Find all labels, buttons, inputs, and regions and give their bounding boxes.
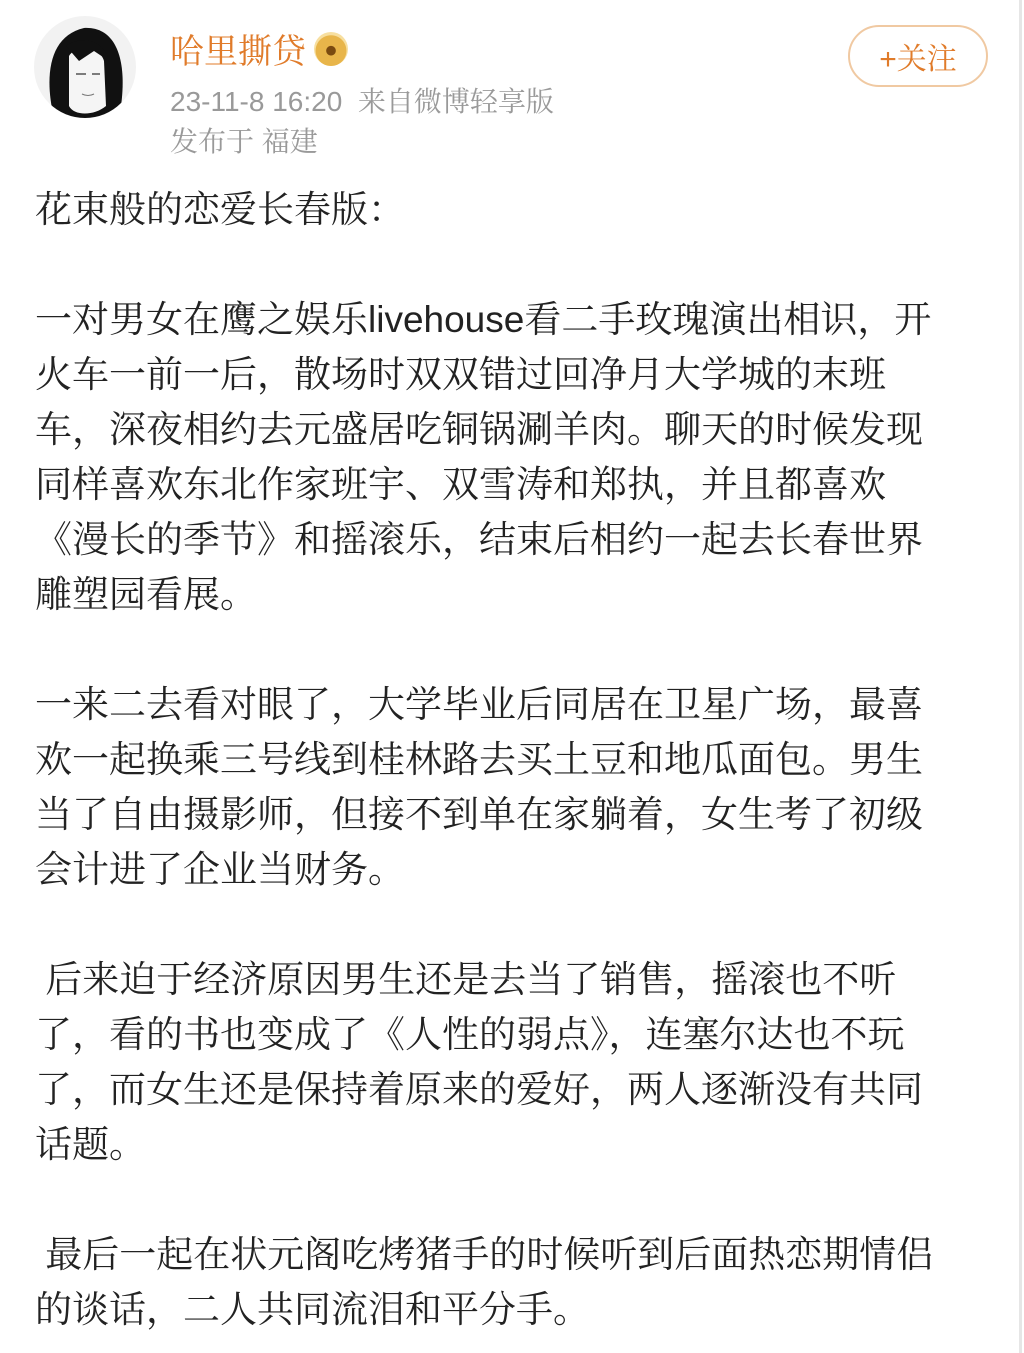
post-location: 发布于 福建 bbox=[170, 126, 318, 157]
post-text-line: 后来迫于经济原因男生还是去当了销售，摇滚也不听 bbox=[35, 959, 897, 1000]
post-text-line: 了，看的书也变成了《人性的弱点》，连塞尔达也不玩 bbox=[35, 1014, 905, 1055]
post-text-line: 话题。 bbox=[35, 1124, 146, 1165]
timestamp: 23-11-8 16:20 bbox=[170, 86, 343, 117]
author-name[interactable] bbox=[170, 24, 348, 73]
post-text-line: 欢一起换乘三号线到桂林路去买土豆和地瓜面包。男生 bbox=[35, 739, 923, 780]
post-text-line: 火车一前一后，散场时双双错过回净月大学城的末班 bbox=[35, 354, 886, 395]
post-source: 来自微博轻享版 bbox=[357, 86, 554, 117]
post-text-line: 当了自由摄影师，但接不到单在家躺着，女生考了初级 bbox=[35, 794, 923, 835]
post-text-line: 同样喜欢东北作家班宇、双雪涛和郑执，并且都喜欢 bbox=[35, 464, 886, 505]
post-text-line: 了，而女生还是保持着原来的爱好，两人逐渐没有共同 bbox=[35, 1069, 923, 1110]
post-text-line: 一对男女在鹰之娱乐livehouse看二手玫瑰演出相识，开 bbox=[35, 299, 932, 340]
author-name-text[interactable]: 哈里撕贷 bbox=[170, 33, 306, 71]
post-meta bbox=[170, 80, 554, 120]
post-text-line: 车，深夜相约去元盛居吃铜锅涮羊肉。聊天的时候发现 bbox=[35, 409, 923, 450]
crown-icon bbox=[314, 32, 348, 66]
post-text-line: 一来二去看对眼了，大学毕业后同居在卫星广场，最喜 bbox=[35, 684, 923, 725]
scrollbar[interactable] bbox=[1019, 0, 1022, 1353]
post-text-line bbox=[35, 897, 933, 952]
post-text-line: 雕塑园看展。 bbox=[35, 574, 257, 615]
post-title-line: 花束般的恋爱长春版： bbox=[35, 189, 405, 230]
post-body bbox=[35, 182, 933, 1337]
post-text-line: 最后一起在状元阁吃烤猪手的时候听到后面热恋期情侣 bbox=[35, 1234, 934, 1275]
post-text-line bbox=[35, 1172, 933, 1227]
post-text-line bbox=[35, 237, 933, 292]
avatar-illustration-icon bbox=[34, 16, 136, 118]
avatar[interactable] bbox=[34, 16, 136, 118]
post-text-line: 《漫长的季节》和摇滚乐，结束后相约一起去长春世界 bbox=[35, 519, 923, 560]
post-text-line bbox=[35, 622, 933, 677]
post-text-line: 的谈话，二人共同流泪和平分手。 bbox=[35, 1289, 590, 1330]
follow-button[interactable]: +关注 bbox=[848, 25, 988, 87]
post-text-line: 会计进了企业当财务。 bbox=[35, 849, 405, 890]
